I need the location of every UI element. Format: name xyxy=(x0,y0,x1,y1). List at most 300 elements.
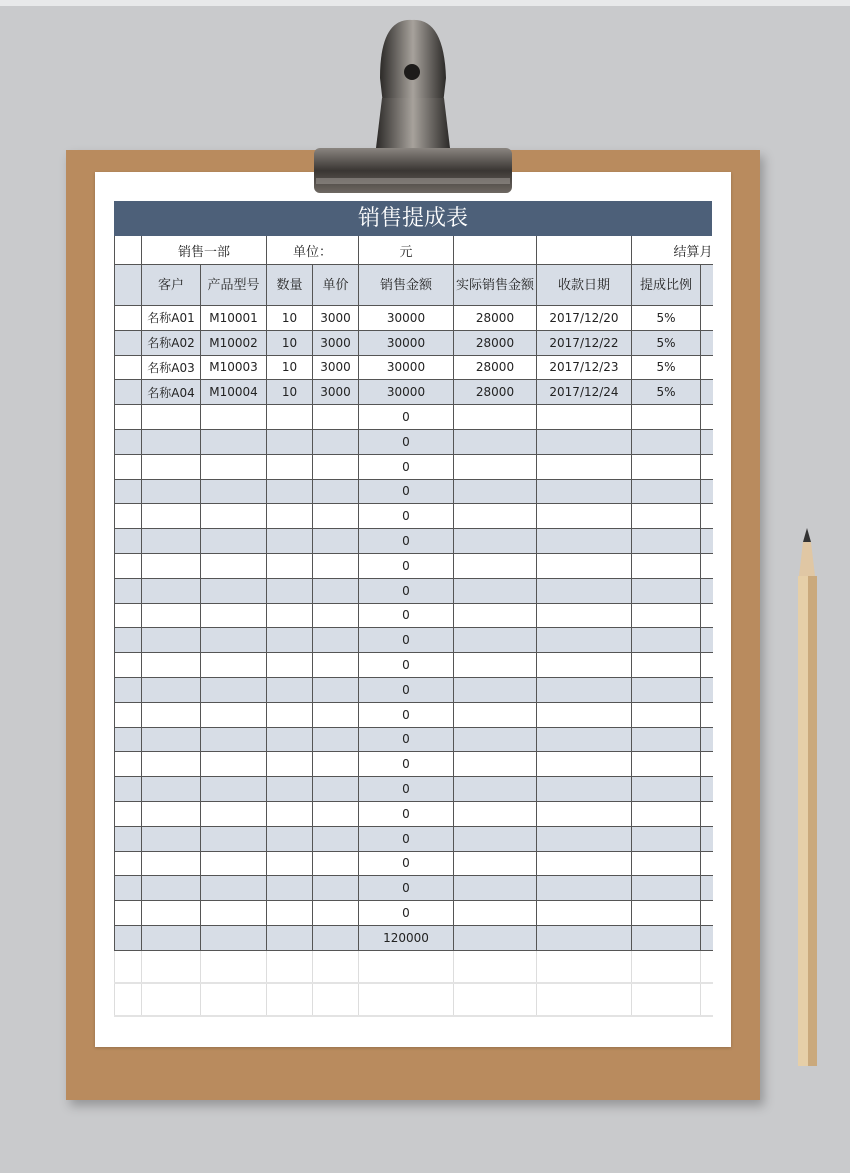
cell[interactable] xyxy=(701,925,713,950)
cell[interactable]: 3000 xyxy=(313,355,359,380)
cell[interactable] xyxy=(267,876,313,901)
cell[interactable] xyxy=(115,653,142,678)
cell[interactable]: 10 xyxy=(267,330,313,355)
cell[interactable] xyxy=(454,236,537,265)
cell[interactable] xyxy=(115,553,142,578)
cell[interactable] xyxy=(115,983,142,1016)
cell[interactable] xyxy=(454,553,537,578)
unit-cell[interactable]: 元 xyxy=(359,236,454,265)
cell[interactable] xyxy=(454,901,537,926)
settle-month-label[interactable]: 结算月 xyxy=(632,236,713,265)
cell[interactable]: 0 xyxy=(359,801,454,826)
cell[interactable] xyxy=(701,901,713,926)
cell[interactable] xyxy=(142,429,201,454)
cell[interactable] xyxy=(537,950,632,983)
cell[interactable] xyxy=(313,553,359,578)
cell[interactable] xyxy=(142,777,201,802)
cell[interactable] xyxy=(313,429,359,454)
cell[interactable]: 10 xyxy=(267,306,313,331)
cell[interactable]: 0 xyxy=(359,876,454,901)
cell[interactable] xyxy=(632,826,701,851)
cell[interactable] xyxy=(359,983,454,1016)
cell[interactable]: 名称A04 xyxy=(142,380,201,405)
cell[interactable] xyxy=(313,851,359,876)
cell[interactable] xyxy=(201,851,267,876)
cell[interactable]: 0 xyxy=(359,702,454,727)
cell[interactable] xyxy=(115,504,142,529)
cell[interactable] xyxy=(267,677,313,702)
cell[interactable] xyxy=(701,306,713,331)
cell[interactable] xyxy=(267,925,313,950)
cell[interactable]: 0 xyxy=(359,603,454,628)
cell[interactable] xyxy=(632,529,701,554)
cell[interactable]: 2017/12/24 xyxy=(537,380,632,405)
cell[interactable] xyxy=(115,851,142,876)
cell[interactable] xyxy=(201,752,267,777)
cell[interactable] xyxy=(632,851,701,876)
cell[interactable] xyxy=(267,653,313,678)
cell[interactable] xyxy=(201,454,267,479)
cell[interactable] xyxy=(142,479,201,504)
unit-label-cell[interactable]: 单位： xyxy=(267,236,359,265)
column-header[interactable]: 单价 xyxy=(313,265,359,306)
cell[interactable] xyxy=(201,950,267,983)
cell[interactable]: 3000 xyxy=(313,380,359,405)
cell[interactable] xyxy=(267,504,313,529)
cell[interactable] xyxy=(115,479,142,504)
cell[interactable] xyxy=(115,950,142,983)
cell[interactable] xyxy=(115,405,142,430)
cell[interactable] xyxy=(454,405,537,430)
cell[interactable]: 0 xyxy=(359,553,454,578)
cell[interactable] xyxy=(142,578,201,603)
cell[interactable]: 0 xyxy=(359,504,454,529)
cell[interactable] xyxy=(454,454,537,479)
cell[interactable] xyxy=(142,925,201,950)
cell[interactable]: 0 xyxy=(359,727,454,752)
cell[interactable] xyxy=(537,702,632,727)
cell[interactable] xyxy=(537,677,632,702)
cell[interactable]: M10003 xyxy=(201,355,267,380)
cell[interactable] xyxy=(313,950,359,983)
cell[interactable] xyxy=(632,777,701,802)
cell[interactable] xyxy=(537,983,632,1016)
cell[interactable] xyxy=(632,479,701,504)
cell[interactable] xyxy=(701,876,713,901)
cell[interactable] xyxy=(267,851,313,876)
cell[interactable] xyxy=(313,727,359,752)
cell[interactable] xyxy=(115,727,142,752)
cell[interactable]: 0 xyxy=(359,578,454,603)
cell[interactable] xyxy=(115,265,142,306)
cell[interactable] xyxy=(701,529,713,554)
cell[interactable] xyxy=(142,801,201,826)
cell[interactable]: 0 xyxy=(359,405,454,430)
cell[interactable]: 28000 xyxy=(454,355,537,380)
cell[interactable] xyxy=(313,454,359,479)
column-header[interactable]: 数量 xyxy=(267,265,313,306)
cell[interactable] xyxy=(201,801,267,826)
cell[interactable] xyxy=(537,653,632,678)
cell[interactable] xyxy=(537,479,632,504)
cell[interactable] xyxy=(313,702,359,727)
cell[interactable] xyxy=(632,801,701,826)
cell[interactable] xyxy=(115,876,142,901)
cell[interactable] xyxy=(454,983,537,1016)
cell[interactable] xyxy=(537,578,632,603)
cell[interactable] xyxy=(201,553,267,578)
table-row xyxy=(115,479,713,504)
cell[interactable] xyxy=(142,702,201,727)
cell[interactable] xyxy=(701,504,713,529)
cell[interactable] xyxy=(115,380,142,405)
cell[interactable] xyxy=(632,925,701,950)
cell[interactable] xyxy=(115,529,142,554)
cell[interactable] xyxy=(454,529,537,554)
cell[interactable] xyxy=(142,752,201,777)
cell[interactable] xyxy=(142,653,201,678)
cell[interactable] xyxy=(537,504,632,529)
cell[interactable]: 名称A01 xyxy=(142,306,201,331)
cell[interactable] xyxy=(142,454,201,479)
cell[interactable] xyxy=(142,553,201,578)
cell[interactable] xyxy=(267,801,313,826)
cell[interactable] xyxy=(267,603,313,628)
cell[interactable] xyxy=(537,777,632,802)
cell[interactable] xyxy=(267,702,313,727)
cell[interactable] xyxy=(313,504,359,529)
cell[interactable] xyxy=(537,405,632,430)
cell[interactable] xyxy=(201,479,267,504)
cell[interactable] xyxy=(454,702,537,727)
cell[interactable] xyxy=(142,876,201,901)
cell[interactable]: 0 xyxy=(359,826,454,851)
cell[interactable] xyxy=(267,777,313,802)
cell[interactable] xyxy=(115,330,142,355)
cell[interactable] xyxy=(454,727,537,752)
cell[interactable] xyxy=(632,677,701,702)
cell[interactable] xyxy=(454,950,537,983)
cell[interactable]: 10 xyxy=(267,380,313,405)
cell[interactable] xyxy=(632,983,701,1016)
cell[interactable] xyxy=(632,429,701,454)
column-header[interactable]: 实际销售金额 xyxy=(454,265,537,306)
cell[interactable]: 0 xyxy=(359,901,454,926)
cell[interactable] xyxy=(454,677,537,702)
cell[interactable] xyxy=(201,529,267,554)
cell[interactable] xyxy=(201,429,267,454)
cell[interactable] xyxy=(454,752,537,777)
cell[interactable] xyxy=(313,405,359,430)
cell[interactable] xyxy=(142,628,201,653)
cell[interactable] xyxy=(537,901,632,926)
cell[interactable] xyxy=(201,777,267,802)
cell[interactable] xyxy=(701,603,713,628)
cell[interactable]: 10 xyxy=(267,355,313,380)
cell[interactable] xyxy=(632,901,701,926)
cell[interactable] xyxy=(313,826,359,851)
cell[interactable] xyxy=(142,529,201,554)
cell[interactable] xyxy=(267,553,313,578)
cell[interactable]: 名称A02 xyxy=(142,330,201,355)
cell[interactable]: 30000 xyxy=(359,355,454,380)
cell[interactable]: 0 xyxy=(359,429,454,454)
cell[interactable] xyxy=(267,628,313,653)
cell[interactable] xyxy=(701,628,713,653)
cell[interactable] xyxy=(142,851,201,876)
cell[interactable] xyxy=(201,702,267,727)
cell[interactable] xyxy=(142,983,201,1016)
cell[interactable] xyxy=(701,405,713,430)
cell[interactable] xyxy=(454,925,537,950)
cell[interactable] xyxy=(537,553,632,578)
cell[interactable] xyxy=(632,628,701,653)
cell[interactable]: 28000 xyxy=(454,380,537,405)
cell[interactable] xyxy=(701,355,713,380)
cell[interactable] xyxy=(267,529,313,554)
cell[interactable]: 3000 xyxy=(313,306,359,331)
cell[interactable] xyxy=(313,479,359,504)
cell[interactable] xyxy=(632,950,701,983)
cell[interactable] xyxy=(115,429,142,454)
cell[interactable] xyxy=(701,777,713,802)
cell[interactable] xyxy=(537,628,632,653)
cell[interactable] xyxy=(632,727,701,752)
cell[interactable] xyxy=(701,826,713,851)
cell[interactable] xyxy=(142,826,201,851)
cell[interactable] xyxy=(142,677,201,702)
column-header[interactable]: 销售金额 xyxy=(359,265,454,306)
cell[interactable] xyxy=(313,777,359,802)
cell[interactable]: 5% xyxy=(632,380,701,405)
cell[interactable] xyxy=(115,826,142,851)
cell[interactable] xyxy=(115,628,142,653)
cell[interactable] xyxy=(115,677,142,702)
cell[interactable]: M10001 xyxy=(201,306,267,331)
column-header[interactable]: 客户 xyxy=(142,265,201,306)
cell[interactable] xyxy=(454,578,537,603)
cell[interactable] xyxy=(537,925,632,950)
cell[interactable] xyxy=(701,950,713,983)
cell[interactable] xyxy=(454,851,537,876)
cell[interactable] xyxy=(115,578,142,603)
cell[interactable] xyxy=(454,479,537,504)
cell[interactable] xyxy=(454,504,537,529)
cell[interactable] xyxy=(201,925,267,950)
cell[interactable] xyxy=(537,801,632,826)
cell[interactable]: M10002 xyxy=(201,330,267,355)
cell[interactable] xyxy=(701,653,713,678)
cell[interactable] xyxy=(537,454,632,479)
cell[interactable] xyxy=(115,355,142,380)
cell[interactable] xyxy=(701,677,713,702)
cell[interactable]: 0 xyxy=(359,529,454,554)
cell[interactable] xyxy=(313,603,359,628)
cell[interactable] xyxy=(267,826,313,851)
cell[interactable] xyxy=(115,752,142,777)
cell[interactable] xyxy=(313,901,359,926)
cell[interactable] xyxy=(701,983,713,1016)
cell[interactable] xyxy=(632,702,701,727)
cell[interactable] xyxy=(701,851,713,876)
cell[interactable] xyxy=(632,653,701,678)
cell[interactable]: 5% xyxy=(632,306,701,331)
cell[interactable] xyxy=(454,628,537,653)
cell[interactable] xyxy=(313,983,359,1016)
cell[interactable] xyxy=(701,380,713,405)
cell[interactable]: 2017/12/23 xyxy=(537,355,632,380)
cell[interactable] xyxy=(632,603,701,628)
cell[interactable]: 5% xyxy=(632,355,701,380)
cell[interactable] xyxy=(701,752,713,777)
cell[interactable]: 名称A03 xyxy=(142,355,201,380)
cell[interactable] xyxy=(201,653,267,678)
cell[interactable]: 2017/12/20 xyxy=(537,306,632,331)
cell[interactable]: 120000 xyxy=(359,925,454,950)
cell[interactable] xyxy=(313,925,359,950)
cell[interactable] xyxy=(201,901,267,926)
cell[interactable] xyxy=(313,529,359,554)
cell[interactable] xyxy=(115,306,142,331)
cell[interactable] xyxy=(313,876,359,901)
cell[interactable] xyxy=(267,429,313,454)
cell[interactable] xyxy=(632,553,701,578)
cell[interactable]: 3000 xyxy=(313,330,359,355)
cell[interactable] xyxy=(267,727,313,752)
column-header[interactable]: 收款日期 xyxy=(537,265,632,306)
cell[interactable] xyxy=(201,826,267,851)
cell[interactable] xyxy=(115,702,142,727)
cell[interactable] xyxy=(537,752,632,777)
cell[interactable] xyxy=(267,950,313,983)
cell[interactable] xyxy=(201,603,267,628)
cell[interactable] xyxy=(701,454,713,479)
cell[interactable] xyxy=(632,504,701,529)
cell[interactable]: 0 xyxy=(359,653,454,678)
cell[interactable] xyxy=(115,236,142,265)
cell[interactable] xyxy=(201,405,267,430)
cell[interactable] xyxy=(142,603,201,628)
cell[interactable]: M10004 xyxy=(201,380,267,405)
cell[interactable] xyxy=(537,603,632,628)
cell[interactable] xyxy=(537,529,632,554)
cell[interactable]: 0 xyxy=(359,479,454,504)
cell[interactable] xyxy=(142,727,201,752)
cell[interactable] xyxy=(632,578,701,603)
cell[interactable] xyxy=(701,479,713,504)
cell[interactable] xyxy=(632,876,701,901)
cell[interactable] xyxy=(701,727,713,752)
cell[interactable] xyxy=(201,628,267,653)
cell[interactable] xyxy=(454,826,537,851)
cell[interactable] xyxy=(201,504,267,529)
cell[interactable] xyxy=(267,405,313,430)
cell[interactable] xyxy=(267,901,313,926)
cell[interactable] xyxy=(454,653,537,678)
cell[interactable] xyxy=(537,851,632,876)
cell[interactable]: 0 xyxy=(359,851,454,876)
cell[interactable] xyxy=(115,925,142,950)
cell[interactable]: 28000 xyxy=(454,330,537,355)
cell[interactable]: 30000 xyxy=(359,330,454,355)
cell[interactable] xyxy=(267,578,313,603)
cell[interactable] xyxy=(359,950,454,983)
cell[interactable] xyxy=(201,983,267,1016)
cell[interactable] xyxy=(201,677,267,702)
column-header[interactable]: 产品型号 xyxy=(201,265,267,306)
cell[interactable]: 0 xyxy=(359,752,454,777)
cell[interactable] xyxy=(454,429,537,454)
cell[interactable] xyxy=(201,727,267,752)
cell[interactable] xyxy=(142,901,201,926)
cell[interactable] xyxy=(201,578,267,603)
cell[interactable] xyxy=(142,950,201,983)
cell[interactable]: 0 xyxy=(359,628,454,653)
cell[interactable]: 2017/12/22 xyxy=(537,330,632,355)
column-header[interactable]: 提成比例 xyxy=(632,265,701,306)
cell[interactable] xyxy=(454,603,537,628)
cell[interactable] xyxy=(701,553,713,578)
table-row xyxy=(115,826,713,851)
cell[interactable] xyxy=(454,777,537,802)
cell[interactable] xyxy=(701,578,713,603)
cell[interactable] xyxy=(267,454,313,479)
cell[interactable] xyxy=(632,405,701,430)
cell[interactable] xyxy=(701,801,713,826)
cell[interactable] xyxy=(537,876,632,901)
table-row xyxy=(115,801,713,826)
cell[interactable]: 30000 xyxy=(359,380,454,405)
cell[interactable]: 5% xyxy=(632,330,701,355)
cell[interactable] xyxy=(267,983,313,1016)
cell[interactable] xyxy=(701,429,713,454)
cell[interactable] xyxy=(454,801,537,826)
cell[interactable]: 0 xyxy=(359,677,454,702)
cell[interactable] xyxy=(313,752,359,777)
cell[interactable] xyxy=(115,454,142,479)
cell[interactable] xyxy=(313,801,359,826)
cell[interactable] xyxy=(454,876,537,901)
cell[interactable] xyxy=(537,429,632,454)
cell[interactable] xyxy=(313,677,359,702)
cell[interactable]: 30000 xyxy=(359,306,454,331)
cell[interactable] xyxy=(201,876,267,901)
cell[interactable] xyxy=(267,479,313,504)
cell[interactable] xyxy=(701,330,713,355)
department-cell[interactable]: 销售一部 xyxy=(142,236,267,265)
cell[interactable] xyxy=(632,454,701,479)
cell[interactable] xyxy=(115,603,142,628)
cell[interactable] xyxy=(537,727,632,752)
cell[interactable]: 0 xyxy=(359,454,454,479)
cell[interactable] xyxy=(267,752,313,777)
cell[interactable] xyxy=(115,901,142,926)
cell[interactable]: 0 xyxy=(359,777,454,802)
cell[interactable] xyxy=(142,405,201,430)
cell[interactable] xyxy=(537,826,632,851)
cell[interactable]: 28000 xyxy=(454,306,537,331)
cell[interactable] xyxy=(701,265,713,306)
cell[interactable] xyxy=(313,578,359,603)
cell[interactable] xyxy=(142,504,201,529)
cell[interactable] xyxy=(632,752,701,777)
cell[interactable] xyxy=(115,777,142,802)
cell[interactable] xyxy=(313,628,359,653)
cell[interactable] xyxy=(313,653,359,678)
cell[interactable] xyxy=(537,236,632,265)
cell[interactable] xyxy=(115,801,142,826)
cell[interactable] xyxy=(701,702,713,727)
